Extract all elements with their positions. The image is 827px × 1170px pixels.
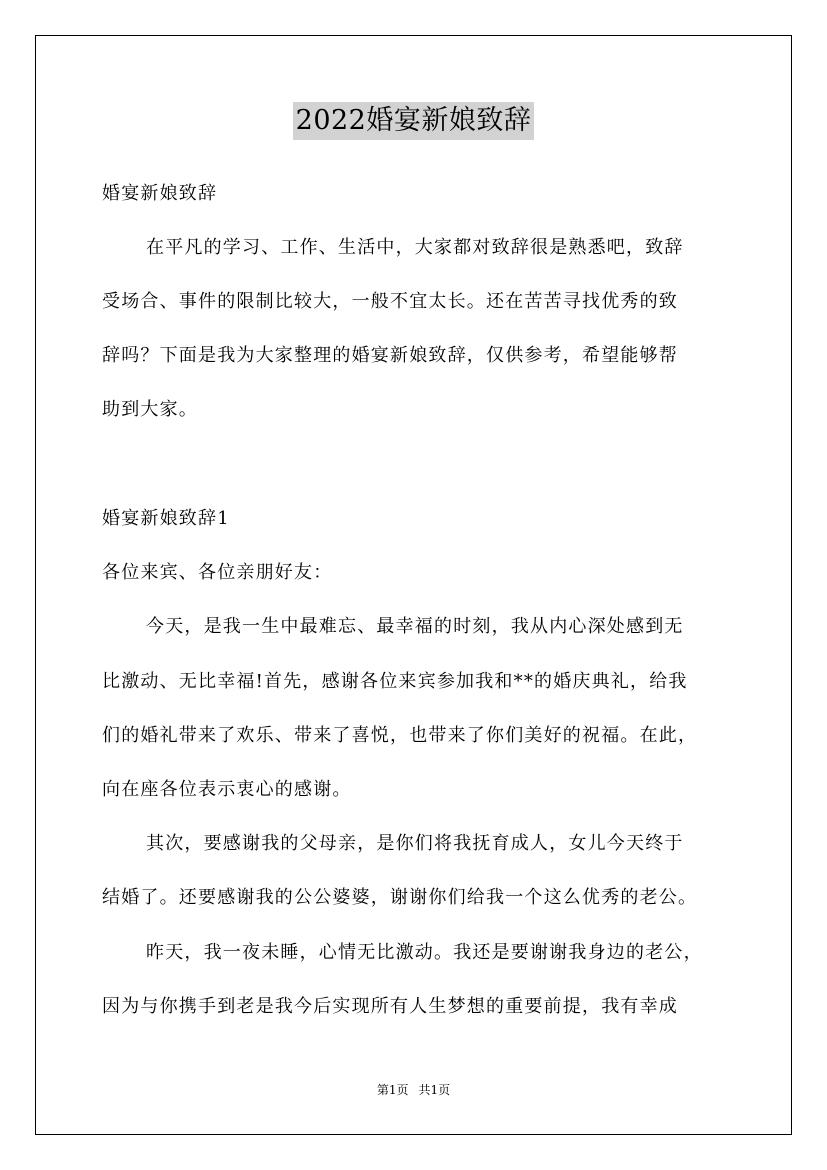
page-total: 共1页 — [418, 1083, 451, 1097]
page-footer — [0, 1082, 827, 1098]
paragraph-line: 们的婚礼带来了欢乐、带来了喜悦，也带来了你们美好的祝福。在此， — [102, 725, 698, 746]
paragraph-line: 结婚了。还要感谢我的公公婆婆，谢谢你们给我一个这么优秀的老公。 — [102, 887, 698, 908]
document-title: 2022婚宴新娘致辞 — [293, 102, 535, 140]
paragraph-line: 其次，要感谢我的父母亲，是你们将我抚育成人，女儿今天终于 — [146, 833, 684, 854]
section-heading: 婚宴新娘致辞1 — [102, 508, 230, 529]
paragraph-line: 向在座各位表示衷心的感谢。 — [102, 779, 352, 800]
paragraph-line: 助到大家。 — [102, 399, 198, 420]
paragraph-line: 昨天，我一夜未睡，心情无比激动。我还是要谢谢我身边的老公， — [146, 942, 703, 963]
section-heading: 婚宴新娘致辞 — [102, 183, 218, 204]
page-number: 第1页 — [376, 1083, 409, 1097]
paragraph-line: 辞吗？下面是我为大家整理的婚宴新娘致辞，仅供参考，希望能够帮 — [102, 345, 678, 366]
paragraph-line: 受场合、事件的限制比较大，一般不宜太长。还在苦苦寻找优秀的致 — [102, 291, 678, 312]
title-wrap — [0, 102, 827, 140]
paragraph-line: 在平凡的学习、工作、生活中，大家都对致辞很是熟悉吧，致辞 — [146, 237, 684, 258]
salutation: 各位来宾、各位亲朋好友： — [102, 562, 333, 583]
paragraph-line: 今天，是我一生中最难忘、最幸福的时刻，我从内心深处感到无 — [146, 616, 684, 637]
paragraph-line: 比激动、无比幸福!首先，感谢各位来宾参加我和**的婚庆典礼，给我 — [102, 671, 688, 692]
paragraph-line: 因为与你携手到老是我今后实现所有人生梦想的重要前提，我有幸成 — [102, 996, 678, 1017]
